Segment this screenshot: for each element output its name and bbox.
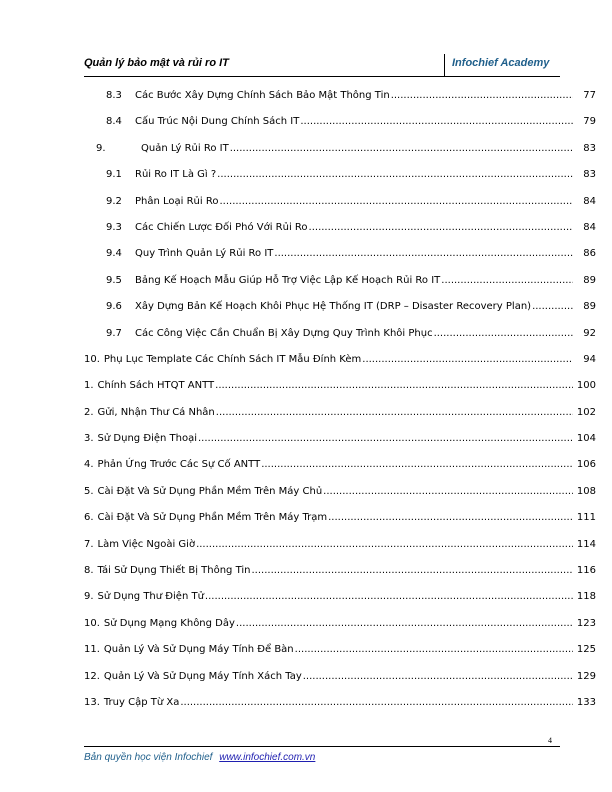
toc-leader-dots bbox=[215, 379, 573, 392]
toc-entry-title: Quản Lý Và Sử Dụng Máy Tính Xách Tay bbox=[103, 670, 302, 682]
toc-entry[interactable] bbox=[84, 221, 596, 247]
toc-leader-dots bbox=[434, 327, 573, 340]
toc-leader-dots bbox=[532, 300, 573, 313]
toc-entry-page: 106 bbox=[576, 459, 596, 471]
toc-entry[interactable] bbox=[84, 511, 596, 537]
toc-entry[interactable] bbox=[84, 168, 596, 194]
toc-entry-title: Sử Dụng Thư Điện Tử bbox=[97, 591, 204, 603]
toc-entry[interactable] bbox=[84, 353, 596, 379]
toc-entry-number: 9. bbox=[84, 591, 94, 603]
toc-leader-dots bbox=[274, 247, 573, 260]
toc-entry-number: 9.2 bbox=[106, 195, 122, 207]
toc-entry-page: 83 bbox=[583, 169, 596, 181]
toc-entry[interactable] bbox=[84, 538, 596, 564]
page-header bbox=[84, 52, 560, 77]
toc-entry-title: Quản Lý Rủi Ro IT bbox=[141, 142, 229, 154]
toc-entry-number: 12. bbox=[84, 670, 100, 682]
toc-entry-number: 8.4 bbox=[106, 116, 122, 128]
toc-entry[interactable] bbox=[84, 406, 596, 432]
toc-leader-dots bbox=[216, 406, 573, 419]
toc-entry-title: Phản Ứng Trước Các Sự Cố ANTT bbox=[97, 459, 261, 471]
toc-entry-number: 9. bbox=[96, 142, 106, 154]
toc-entry-title: Quản Lý Và Sử Dụng Máy Tính Để Bàn bbox=[103, 644, 294, 656]
toc-entry[interactable] bbox=[84, 458, 596, 484]
toc-leader-dots bbox=[205, 590, 573, 603]
toc-leader-dots bbox=[219, 195, 573, 208]
toc-entry-title: Phân Loại Rủi Ro bbox=[135, 195, 219, 207]
toc-entry-title: Các Công Việc Cần Chuẩn Bị Xây Dựng Quy Trình Khôi Phục bbox=[135, 327, 433, 339]
toc-entry-title: Quy Trình Quản Lý Rủi Ro IT bbox=[135, 248, 274, 260]
toc-entry-page: 116 bbox=[576, 565, 596, 577]
website-link[interactable]: www.infochief.com.vn bbox=[219, 752, 316, 763]
toc-entry-page: 125 bbox=[576, 644, 596, 656]
toc-leader-dots bbox=[300, 115, 573, 128]
toc-entry-page: 102 bbox=[576, 406, 596, 418]
toc-entry-number: 10. bbox=[84, 617, 100, 629]
toc-leader-dots bbox=[328, 511, 573, 524]
toc-entry-page: 92 bbox=[583, 327, 596, 339]
toc-leader-dots bbox=[323, 485, 573, 498]
toc-leader-dots bbox=[196, 538, 573, 551]
toc-entry-title: Các Bước Xây Dựng Chính Sách Bảo Mật Thông Tin bbox=[135, 90, 390, 101]
toc-entry-page: 100 bbox=[576, 380, 596, 392]
toc-entry-page: 104 bbox=[576, 433, 596, 445]
toc-entry-title: Cấu Trúc Nội Dung Chính Sách IT bbox=[135, 116, 300, 128]
toc-entry-number: 9.5 bbox=[106, 274, 122, 286]
toc-entry-number: 9.1 bbox=[106, 169, 122, 181]
toc-entry-page: 89 bbox=[583, 301, 596, 313]
toc-entry[interactable] bbox=[84, 89, 596, 115]
toc-entry-page: 84 bbox=[583, 195, 596, 207]
toc-entry[interactable] bbox=[84, 379, 596, 405]
toc-entry-page: 94 bbox=[583, 353, 596, 365]
toc-entry-number: 1. bbox=[84, 380, 94, 392]
toc-entry-page: 89 bbox=[583, 274, 596, 286]
toc-entry[interactable] bbox=[84, 590, 596, 616]
toc-entry-title: Xây Dựng Bản Kế Hoạch Khôi Phục Hệ Thống IT (DRP – Disaster Recovery Plan) bbox=[135, 301, 532, 313]
toc-leader-dots bbox=[198, 432, 573, 445]
toc-entry-title: Các Chiến Lược Đối Phó Với Rủi Ro bbox=[135, 221, 308, 233]
toc-leader-dots bbox=[362, 353, 573, 366]
toc-entry-number: 9.3 bbox=[106, 221, 122, 233]
toc-entry-title: Cài Đặt Và Sử Dụng Phần Mềm Trên Máy Trạm bbox=[97, 512, 328, 524]
toc-entry-page: 83 bbox=[583, 142, 596, 154]
toc-leader-dots bbox=[295, 643, 573, 656]
toc-entry[interactable] bbox=[84, 643, 596, 669]
page-number: 4 bbox=[548, 736, 552, 745]
document-title: Quản lý bảo mật và rủi ro IT bbox=[84, 57, 229, 69]
toc-entry-title: Chính Sách HTQT ANTT bbox=[97, 380, 215, 392]
toc-leader-dots bbox=[180, 696, 573, 709]
toc-entry-page: 114 bbox=[576, 538, 596, 550]
toc-leader-dots bbox=[441, 274, 573, 287]
toc-entry[interactable] bbox=[84, 564, 596, 590]
toc-entry-title: Truy Cập Từ Xa bbox=[103, 696, 180, 708]
toc-entry-number: 2. bbox=[84, 406, 94, 418]
page-footer bbox=[84, 752, 315, 763]
toc-entry[interactable] bbox=[84, 300, 596, 326]
toc-entry-title: Làm Việc Ngoài Giờ bbox=[97, 538, 196, 550]
toc-entry-number: 6. bbox=[84, 512, 94, 524]
toc-entry-number: 8. bbox=[84, 565, 94, 577]
toc-entry-page: 129 bbox=[576, 670, 596, 682]
toc-leader-dots bbox=[309, 221, 573, 234]
toc-entry-page: 84 bbox=[583, 221, 596, 233]
toc-leader-dots bbox=[230, 142, 573, 155]
toc-entry-number: 9.4 bbox=[106, 248, 122, 260]
toc-entry-page: 133 bbox=[576, 696, 596, 708]
toc-entry-number: 5. bbox=[84, 485, 94, 497]
toc-entry-number: 11. bbox=[84, 644, 100, 656]
toc-leader-dots bbox=[236, 617, 573, 630]
toc-entry-title: Tái Sử Dụng Thiết Bị Thông Tin bbox=[97, 565, 251, 577]
toc-entry-title: Sử Dụng Mạng Không Dây bbox=[103, 617, 235, 629]
brand-name: Infochief Academy bbox=[452, 57, 550, 69]
footer-divider bbox=[84, 746, 560, 747]
toc-entry-number: 13. bbox=[84, 696, 100, 708]
toc-entry-title: Rủi Ro IT Là Gì ? bbox=[135, 169, 217, 181]
toc-entry-page: 77 bbox=[583, 90, 596, 101]
toc-entry-number: 10. bbox=[84, 353, 100, 365]
toc-leader-dots bbox=[391, 89, 573, 102]
toc-entry[interactable] bbox=[84, 247, 596, 273]
header-divider bbox=[444, 54, 445, 76]
toc-entry-page: 111 bbox=[576, 512, 596, 524]
toc-entry[interactable] bbox=[84, 195, 596, 221]
toc-entry-number: 9.6 bbox=[106, 301, 122, 313]
toc-entry-number: 4. bbox=[84, 459, 94, 471]
table-of-contents bbox=[84, 89, 596, 722]
toc-entry[interactable] bbox=[84, 485, 596, 511]
toc-entry-page: 86 bbox=[583, 248, 596, 260]
toc-entry-title: Cài Đặt Và Sử Dụng Phần Mềm Trên Máy Chủ bbox=[97, 485, 323, 497]
toc-leader-dots bbox=[252, 564, 574, 577]
copyright-text: Bản quyền học viện Infochief bbox=[84, 752, 213, 763]
toc-entry[interactable] bbox=[84, 142, 596, 168]
toc-entry-number: 3. bbox=[84, 433, 94, 445]
toc-entry-page: 79 bbox=[583, 116, 596, 128]
toc-entry-title: Bảng Kế Hoạch Mẫu Giúp Hỗ Trợ Việc Lập Kế Hoạch Rủi Ro IT bbox=[135, 274, 441, 286]
toc-entry[interactable] bbox=[84, 274, 596, 300]
toc-entry-page: 118 bbox=[576, 591, 596, 603]
toc-entry-page: 108 bbox=[576, 485, 596, 497]
toc-leader-dots bbox=[303, 670, 573, 683]
toc-entry-title: Phụ Lục Template Các Chính Sách IT Mẫu Đính Kèm bbox=[103, 353, 362, 365]
toc-entry[interactable] bbox=[84, 115, 596, 141]
toc-entry-title: Gửi, Nhận Thư Cá Nhân bbox=[97, 406, 215, 418]
toc-entry-number: 9.7 bbox=[106, 327, 122, 339]
toc-entry[interactable] bbox=[84, 670, 596, 696]
toc-leader-dots bbox=[261, 458, 573, 471]
toc-entry[interactable] bbox=[84, 617, 596, 643]
toc-entry[interactable] bbox=[84, 432, 596, 458]
toc-entry[interactable] bbox=[84, 327, 596, 353]
toc-entry-number: 8.3 bbox=[106, 90, 122, 101]
toc-entry-page: 123 bbox=[576, 617, 596, 629]
toc-leader-dots bbox=[217, 168, 573, 181]
toc-entry-title: Sử Dụng Điện Thoại bbox=[97, 433, 197, 445]
toc-entry[interactable] bbox=[84, 696, 596, 722]
toc-entry-number: 7. bbox=[84, 538, 94, 550]
